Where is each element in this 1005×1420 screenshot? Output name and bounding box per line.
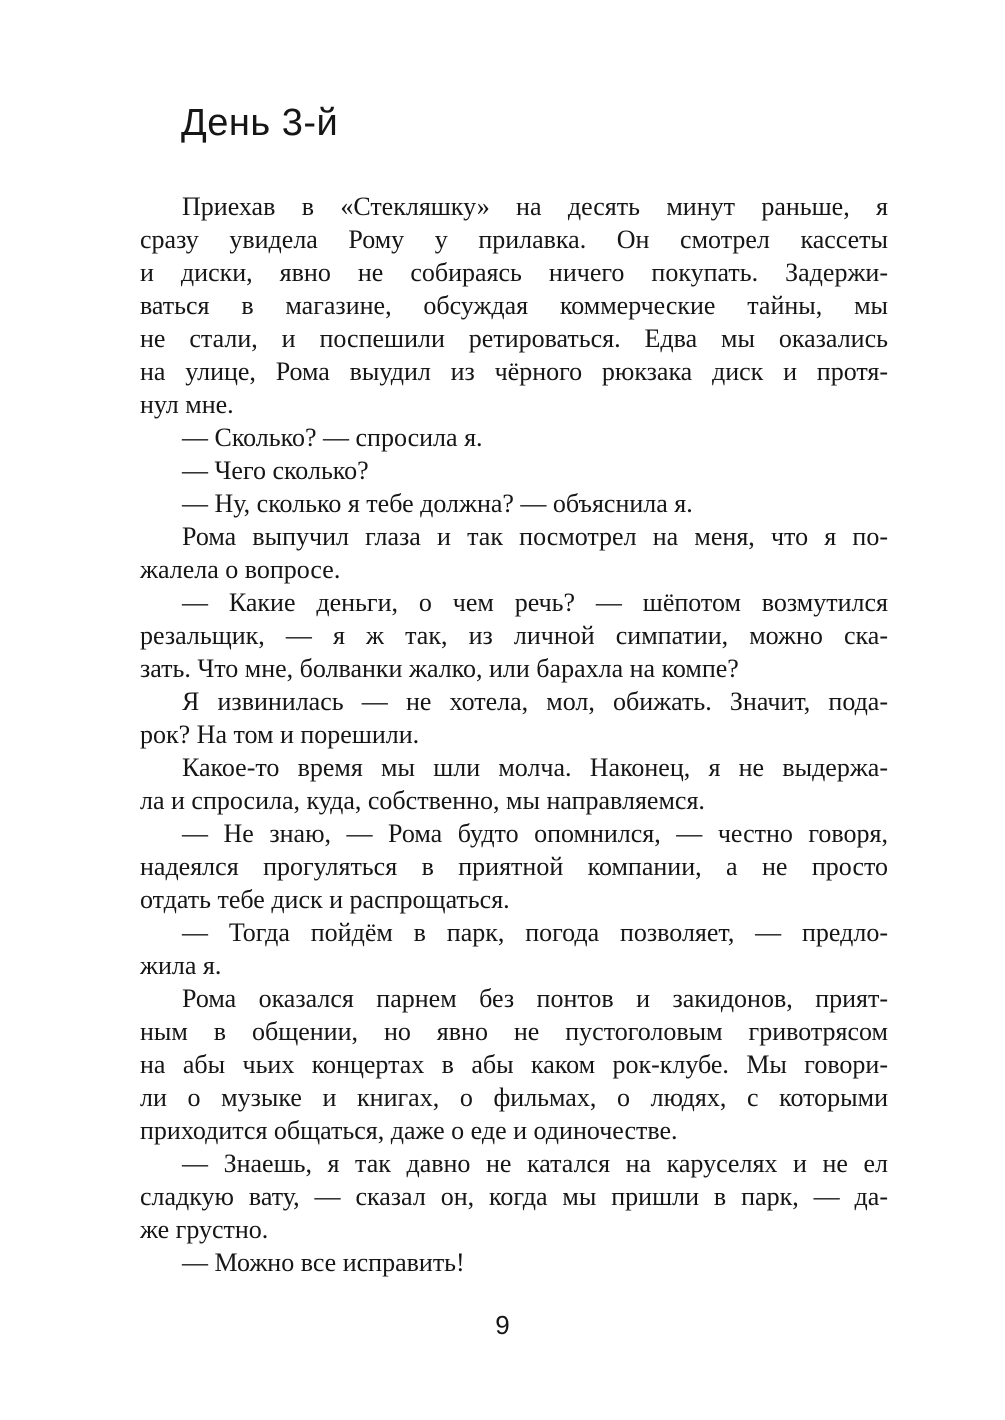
page-number: 9	[495, 1310, 510, 1340]
text-line: зать. Что мне, болванки жалко, или барахла на компе?	[140, 654, 739, 683]
chapter-heading: День 3-й	[181, 102, 339, 144]
text-line: — Тогда пойдём в парк, погода позволяет, — предло-	[182, 918, 888, 947]
text-line: — Сколько? — спросила я.	[182, 423, 483, 452]
text-line: ла и спросила, куда, собственно, мы направляемся.	[140, 786, 705, 815]
page-content	[140, 100, 888, 1279]
text-line: надеялся прогуляться в приятной компании, а не просто	[140, 852, 888, 881]
text-line: же грустно.	[140, 1215, 269, 1244]
text-line: ваться в магазине, обсуждая коммерческие тайны, мы	[140, 291, 888, 320]
text-line: отдать тебе диск и распрощаться.	[140, 885, 510, 914]
text-line: Рома выпучил глаза и так посмотрел на меня, что я по-	[182, 522, 888, 551]
text-line: сразу увидела Рому у прилавка. Он смотрел кассеты	[140, 225, 888, 254]
text-line: не стали, и поспешили ретироваться. Едва мы оказались	[140, 324, 888, 353]
text-line: — Ну, сколько я тебе должна? — объяснила я.	[182, 489, 693, 518]
text-line: резальщик, — я ж так, из личной симпатии, можно ска-	[140, 621, 888, 650]
text-line: ли о музыке и книгах, о фильмах, о людях, с которыми	[140, 1083, 888, 1112]
text-line: жила я.	[140, 951, 222, 980]
text-line: Приехав в «Стекляшку» на десять минут раньше, я	[182, 192, 888, 221]
text-line: и диски, явно не собираясь ничего покупать. Задержи-	[140, 258, 888, 287]
text-line: — Можно все исправить!	[182, 1248, 465, 1277]
text-line: нул мне.	[140, 390, 234, 419]
text-line: Я извинилась — не хотела, мол, обижать. Значит, пода-	[182, 687, 888, 716]
text-line: Какое-то время мы шли молча. Наконец, я не выдержа-	[182, 753, 888, 782]
text-line: сладкую вату, — сказал он, когда мы пришли в парк, — да-	[140, 1182, 888, 1211]
text-line: жалела о вопросе.	[140, 555, 341, 584]
text-line: Рома оказался парнем без понтов и закидонов, прият-	[182, 984, 888, 1013]
text-line: — Не знаю, — Рома будто опомнился, — честно говоря,	[182, 819, 888, 848]
text-line: — Знаешь, я так давно не катался на каруселях и не ел	[182, 1149, 888, 1178]
text-line: ным в общении, но явно не пустоголовым гривотрясом	[140, 1017, 888, 1046]
text-line: приходится общаться, даже о еде и одиночестве.	[140, 1116, 678, 1145]
text-line: рок? На том и порешили.	[140, 720, 420, 749]
text-line: — Чего сколько?	[182, 456, 369, 485]
text-line: на улице, Рома выудил из чёрного рюкзака диск и протя-	[140, 357, 888, 386]
text-line: — Какие деньги, о чем речь? — шёпотом возмутился	[182, 588, 888, 617]
body-text	[140, 190, 888, 1279]
text-line: на абы чьих концертах в абы каком рок-клубе. Мы говори-	[140, 1050, 888, 1079]
